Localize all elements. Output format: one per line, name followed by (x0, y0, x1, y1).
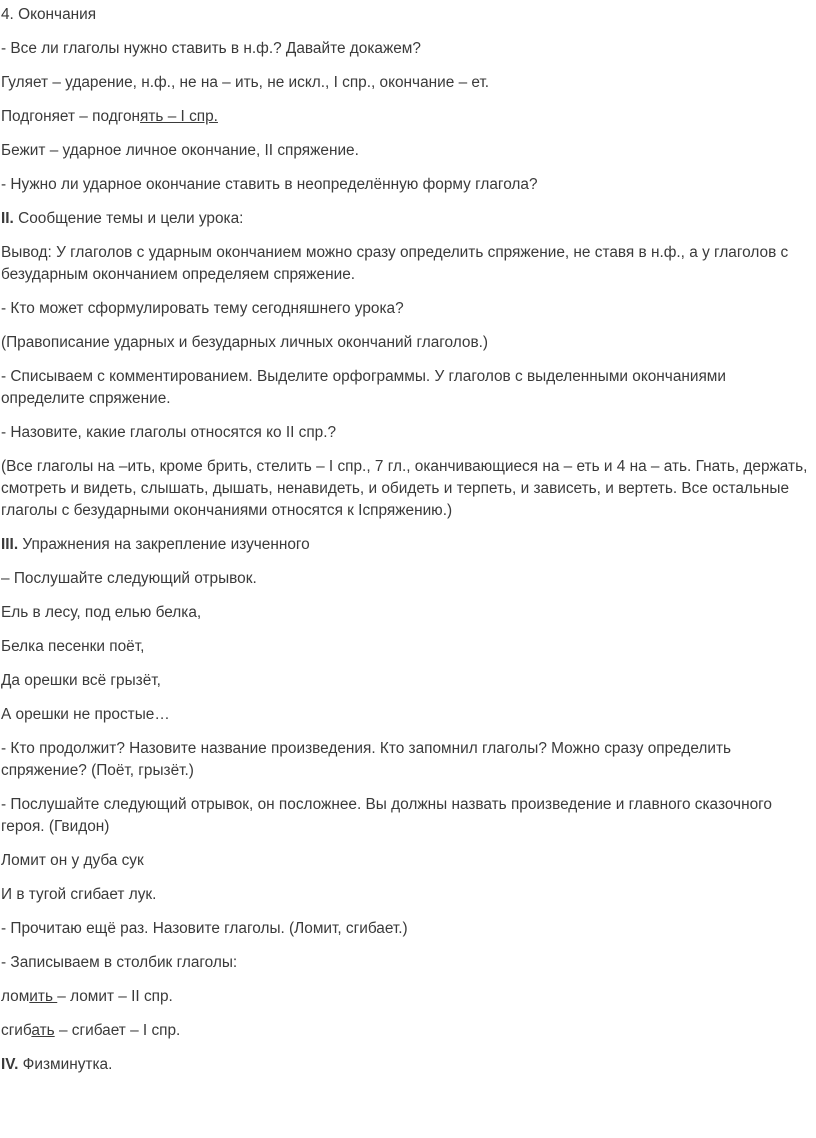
section-number: IV. (1, 1056, 19, 1073)
poem-line: И в тугой сгибает лук. (1, 886, 157, 903)
verb-rest: – сгибает – I спр. (54, 1022, 181, 1039)
verb-stem: лом (1, 988, 30, 1005)
underlined-ending: ать (31, 1022, 55, 1039)
poem-line: Белка песенки поёт, (1, 638, 145, 655)
example-text: Подгоняет – подгон (1, 108, 141, 125)
question-paragraph: - Назовите, какие глаголы относятся ко II спр.? (1, 424, 337, 441)
instruction-paragraph: - Записываем в столбик глаголы: (1, 954, 238, 971)
verb-line (1, 1020, 810, 1042)
section-title: Физминутка. (18, 1056, 113, 1073)
verb-rest: – ломит – II спр. (57, 988, 173, 1005)
section-heading (1, 208, 810, 230)
instruction-paragraph: - Списываем с комментированием. Выделите орфограммы. У глаголов с выделенными окончаниями определите спряжение. (1, 368, 726, 407)
section-heading (1, 1054, 810, 1076)
section-title: Упражнения на закрепление изученного (18, 536, 310, 553)
section-number: II. (1, 210, 14, 227)
poem-line: Ломит он у дуба сук (1, 852, 144, 869)
question-paragraph: - Нужно ли ударное окончание ставить в неопределённую форму глагола? (1, 176, 538, 193)
underlined-ending: ить (29, 988, 58, 1005)
question-paragraph: - Все ли глаголы нужно ставить в н.ф.? Давайте докажем? (1, 40, 421, 57)
section-number: III. (1, 536, 19, 553)
poem-line: Ель в лесу, под елью белка, (1, 604, 202, 621)
question-paragraph: - Кто может сформулировать тему сегодняшнего урока? (1, 300, 404, 317)
poem-line: А орешки не простые… (1, 706, 170, 723)
answer-paragraph: (Правописание ударных и безударных личных окончаний глаголов.) (1, 334, 489, 351)
verb-stem: сгиб (1, 1022, 32, 1039)
section-heading-endings: 4. Окончания (1, 6, 97, 23)
question-paragraph: - Кто продолжит? Назовите название произведения. Кто запомнил глаголы? Можно сразу определить спряжение? (Поёт, грызёт.) (1, 740, 732, 779)
instruction-paragraph: - Прочитаю ещё раз. Назовите глаголы. (Ломит, сгибает.) (1, 920, 408, 937)
instruction-paragraph: - Послушайте следующий отрывок, он посложнее. Вы должны назвать произведение и главного сказочного героя. (Гвидон) (1, 796, 772, 835)
answer-paragraph: (Все глаголы на –ить, кроме брить, стелить – I спр., 7 гл., оканчивающиеся на – еть и 4 на – ать. Гнать, держать, смотреть и видеть, слышать, дышать, ненавидеть, и обидеть и терпеть, и зависеть, и вертеть. Все остальные глаголы с безударными окончаниями относятся к Iспряжению.) (1, 458, 808, 519)
conclusion-paragraph: Вывод: У глаголов с ударным окончанием можно сразу определить спряжение, не ставя в н.ф., а у глаголов с безударным окончанием определяем спряжение. (1, 244, 789, 283)
example-paragraph: Бежит – ударное личное окончание, II спряжение. (1, 142, 359, 159)
example-paragraph (1, 106, 810, 128)
underlined-ending: ять – I спр. (140, 108, 218, 125)
section-heading (1, 534, 810, 556)
instruction-paragraph: – Послушайте следующий отрывок. (1, 570, 257, 587)
section-title: Сообщение темы и цели урока: (13, 210, 244, 227)
verb-line (1, 986, 810, 1008)
poem-line: Да орешки всё грызёт, (1, 672, 161, 689)
example-paragraph: Гуляет – ударение, н.ф., не на – ить, не искл., I спр., окончание – ет. (1, 74, 490, 91)
